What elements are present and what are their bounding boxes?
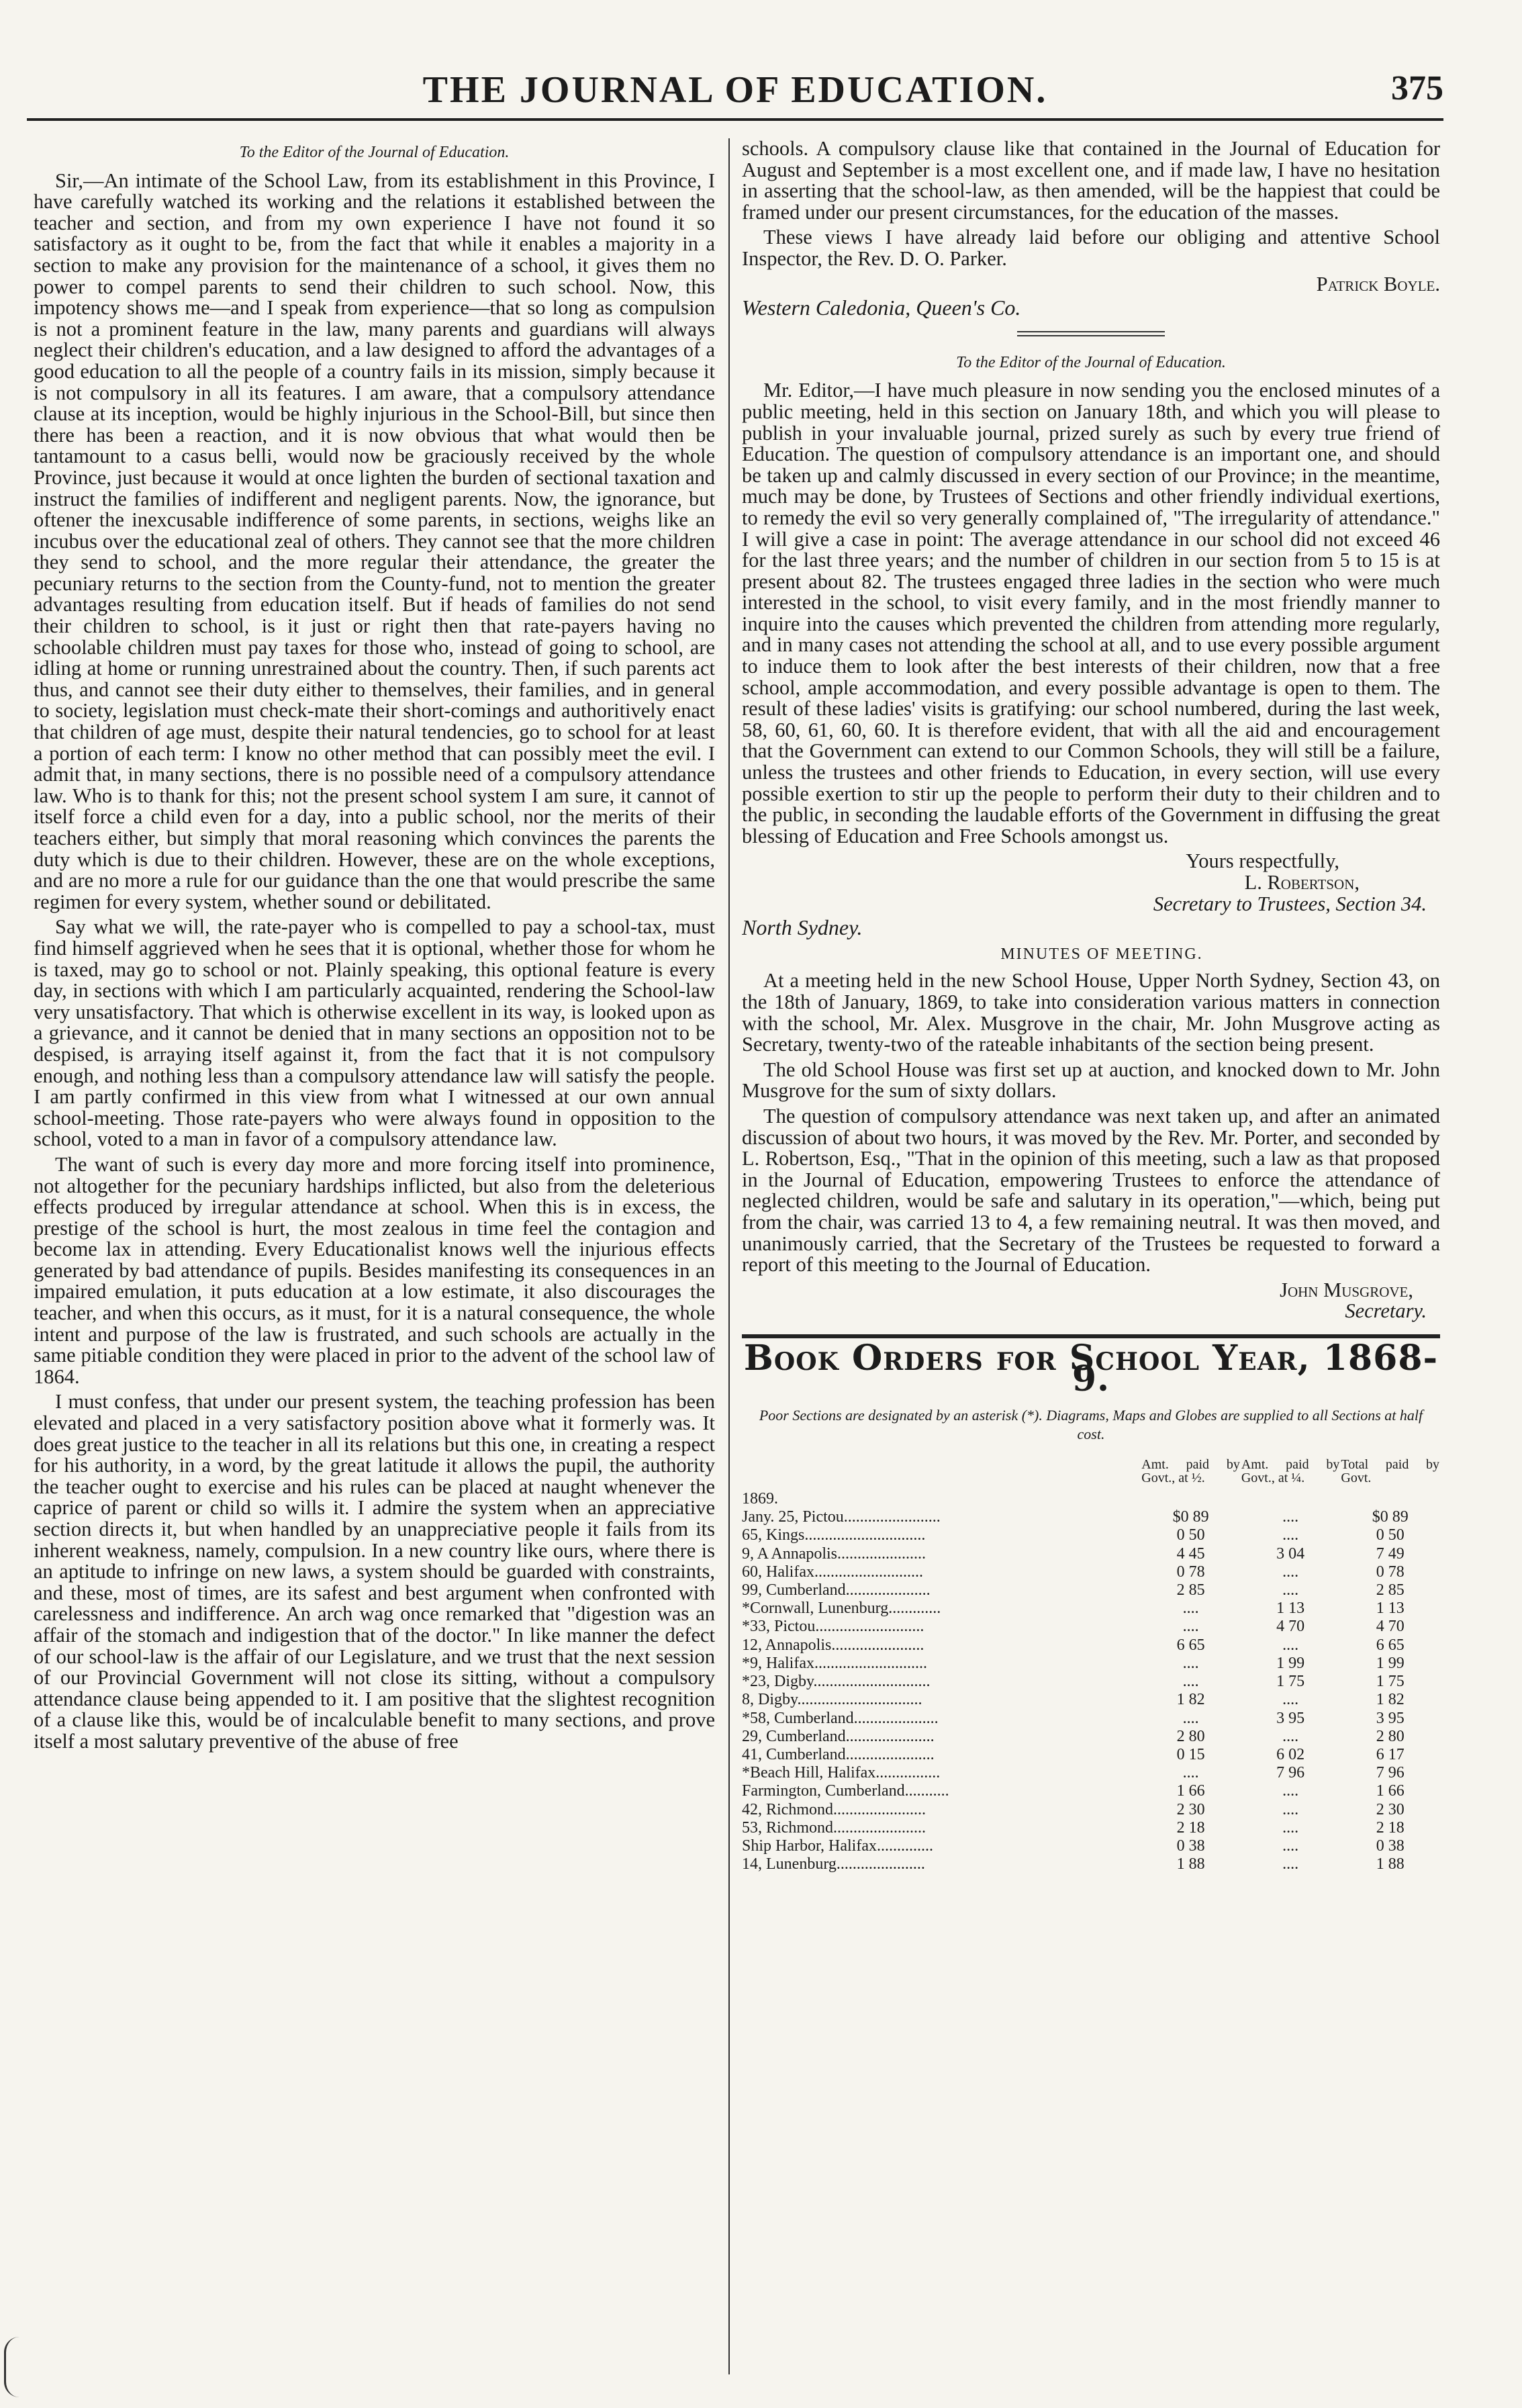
table-cell-amount: 1 88 [1376, 1855, 1405, 1873]
table-cell-amount: 7 96 [1376, 1764, 1405, 1782]
table-cell-amount: 0 50 [1376, 1526, 1405, 1544]
letter-location: North Sydney. [742, 915, 863, 940]
table-cell-section: *9, Halifax............................ [742, 1654, 927, 1672]
table-row [742, 1746, 1440, 1764]
table-cell-section: *Cornwall, Lunenburg............. [742, 1600, 941, 1618]
table-row [742, 1636, 1440, 1655]
table-cell-amount: .... [1282, 1508, 1299, 1526]
right-column [742, 138, 1440, 2381]
table-cell-section: *Beach Hill, Halifax................ [742, 1764, 941, 1782]
margin-mark [4, 2337, 19, 2397]
table-cell-amount: 4 70 [1376, 1618, 1405, 1636]
table-year: 1869. [742, 1490, 778, 1508]
table-cell-amount: .... [1282, 1691, 1299, 1709]
table-cell-section: 8, Digby............................... [742, 1691, 922, 1709]
letter-paragraph: I must confess, that under our present system, the teaching profession has been elevated and placed in a very satisfactory position above what it formerly was. It does great justice to the teacher in all its relations but this one, in creating a respect for his authority, in a word, by the great latitude it allows the pupil, the authority the teacher ought to exercise and his rules can be placed at naught whenever the caprice of parent or child so wills it. I admire the system when an appreciative section directs it, but when handled by an unappreciative people it fails from its inherent weakness, namely, compulsion. In a new country like ours, where there is an aptitude to infringe on new laws, a system should be guarded with constraints, and these, most of times, are its safest and best argument when confronted with carelessness and indifference. An arch wag once remarked that "digestion was an affair of the stomach and indigestion that of the doctor." In like manner the defect of our school-law is the affair of our Legislature, and we trust that the next session of our Provincial Government will not close its sitting, without a compulsory attendance clause being appended to it. I am positive that the slightest recognition of a clause like this, would be of incalculable benefit to many sections, and prove itself a most salutary preventive of the abuse of free [34, 1390, 715, 1753]
table-cell-amount: 7 49 [1376, 1544, 1405, 1563]
table-cell-amount: 0 78 [1376, 1563, 1405, 1581]
table-cell-amount: .... [1182, 1618, 1199, 1636]
letter-signature: L. Robertson, [1244, 871, 1360, 894]
table-row [742, 1819, 1440, 1837]
table-cell-amount: 2 85 [1376, 1581, 1405, 1600]
table-cell-amount: 1 66 [1176, 1782, 1205, 1800]
table-row [742, 1618, 1440, 1636]
table-cell-amount: 3 04 [1276, 1544, 1305, 1563]
letter-address: To the Editor of the Journal of Education. [956, 353, 1226, 371]
table-cell-amount: .... [1282, 1782, 1299, 1800]
letter-paragraph: Mr. Editor,—I have much pleasure in now sending you the enclosed minutes of a public meeting, held in this section on January 18th, and which you will please to publish in your invaluable journal, prized surely as such by every true friend of Education. The question of compulsory attendance is an important one, and should be taken up and calmly discussed in every section of our Province; in the meantime, much may be done, by Trustees of Sections and other friendly individual exertions, to remedy the evil so very generally complained of, "The irregularity of attendance." I will give a case in point: The average attendance in our school did not exceed 46 for the last three years; and the number of children in our section from 5 to 15 is at present about 82. The trustees engaged three ladies in the section who were much interested in the school, to visit every family, and in the most friendly manner to inquire into the causes which prevented the children from attending more regularly, and in many cases not attending the school at all, and to use every possible argument to induce them to look after the best interests of their children, now that a free school, ample accommodation, and every possible advantage is open to them. The result of these ladies' visits is gratifying: our school numbered, during the last week, 58, 60, 61, 60, 60. It is therefore evident, that with all the aid and encouragement that the Government can extend to our Common Schools, they will still be a failure, unless the trustees and other friends to Education, in every section, will use every possible exertion to stir up the people to perform their duty to their children and to the public, in seconding the laudable efforts of the Government in diffusing the great blessing of Education and Free Schools amongst us. [742, 379, 1440, 847]
table-cell-amount: 4 45 [1176, 1544, 1205, 1563]
table-row [742, 1728, 1440, 1746]
table-row [742, 1581, 1440, 1600]
table-cell-amount: 2 80 [1176, 1727, 1205, 1745]
table-cell-amount: 1 82 [1376, 1691, 1405, 1709]
table-cell-section: *23, Digby............................. [742, 1673, 931, 1691]
table-row [742, 1508, 1440, 1526]
table-cell-amount: 0 38 [1376, 1837, 1405, 1855]
minutes-heading: MINUTES OF MEETING. [1000, 945, 1203, 963]
left-column [34, 138, 715, 2381]
table-cell-amount: 1 75 [1276, 1673, 1305, 1691]
table-cell-amount: 2 30 [1376, 1800, 1405, 1818]
table-cell-section: Jany. 25, Pictou........................ [742, 1508, 941, 1526]
table-row [742, 1691, 1440, 1709]
book-orders-table [742, 1457, 1440, 1873]
table-cell-section: *58, Cumberland..................... [742, 1709, 939, 1727]
table-cell-amount: 6 65 [1176, 1636, 1205, 1654]
table-cell-amount: 0 38 [1176, 1837, 1205, 1855]
table-cell-section: 29, Cumberland...................... [742, 1727, 935, 1745]
letter-paragraph: The want of such is every day more and more forcing itself into prominence, not altogether for the pecuniary hardships inflicted, but also from the deleterious effects produced by irregular attendance at school. When this is in excess, the prestige of the school is hurt, the most zealous in time feel the contagion and become lax in attending. Every Educationalist knows well the injurious effects generated by bad attendance of pupils. Besides manifesting its consequences in an impaired emulation, it puts education at a low estimate, it also discourages the teacher, and when this occurs, as it must, for it is a natural consequence, the whole intent and purpose of the law is frustrated, and such schools are actually in the same pitiable condition they were placed in prior to the advent of the school law of 1864. [34, 1152, 715, 1388]
table-cell-amount: $0 89 [1372, 1508, 1409, 1526]
table-cell-amount: .... [1282, 1727, 1299, 1745]
table-cell-amount: 6 17 [1376, 1745, 1405, 1763]
letter-signature: Patrick Boyle. [1316, 272, 1440, 295]
table-cell-section: 53, Richmond....................... [742, 1818, 926, 1837]
table-cell-amount: 6 02 [1276, 1745, 1305, 1763]
table-cell-amount: 1 88 [1176, 1855, 1205, 1873]
letter-paragraph: schools. A compulsory clause like that contained in the Journal of Education for August and September is a most excellent one, and if made law, I have no hesitation in asserting that the school-law, as then amended, will be the happiest that could be framed under our present circumstances, for the education of the masses. [742, 138, 1440, 224]
table-cell-amount: .... [1282, 1800, 1299, 1818]
table-cell-amount: 6 65 [1376, 1636, 1405, 1654]
table-cell-section: 65, Kings.............................. [742, 1526, 926, 1544]
table-cell-section: 41, Cumberland...................... [742, 1745, 935, 1763]
table-cell-amount: .... [1282, 1563, 1299, 1581]
table-row [742, 1526, 1440, 1544]
table-cell-amount: .... [1182, 1764, 1199, 1782]
table-cell-amount: .... [1282, 1818, 1299, 1837]
table-cell-section: 9, A Annapolis...................... [742, 1544, 926, 1563]
table-cell-section: 12, Annapolis....................... [742, 1636, 924, 1654]
table-cell-amount: 0 15 [1176, 1745, 1205, 1763]
table-year-row [742, 1490, 1440, 1508]
table-cell-amount: $0 89 [1172, 1508, 1209, 1526]
table-header: Amt. paid by Govt., at ¼. [1241, 1457, 1340, 1486]
table-row [742, 1855, 1440, 1873]
table-row [742, 1801, 1440, 1819]
letter-address: To the Editor of the Journal of Education. [239, 144, 510, 161]
table-header-row [742, 1457, 1440, 1490]
letter-closing: Yours respectfully, [1186, 849, 1339, 873]
table-cell-section: *33, Pictou........................... [742, 1618, 924, 1636]
table-row [742, 1563, 1440, 1581]
table-cell-amount: 3 95 [1276, 1709, 1305, 1727]
table-cell-amount: .... [1182, 1654, 1199, 1672]
table-row [742, 1655, 1440, 1673]
table-row [742, 1764, 1440, 1782]
column-divider [728, 138, 730, 2374]
table-cell-amount: .... [1282, 1855, 1299, 1873]
table-cell-amount: 1 13 [1376, 1600, 1405, 1618]
page-number: 375 [1391, 69, 1443, 107]
table-cell-amount: 0 50 [1176, 1526, 1205, 1544]
minutes-signature: John Musgrove, [1280, 1278, 1413, 1301]
table-cell-amount: 2 18 [1176, 1818, 1205, 1837]
table-cell-section: 99, Cumberland..................... [742, 1581, 931, 1600]
letter-paragraph: Say what we will, the rate-payer who is compelled to pay a school-tax, must find himself aggrieved when he sees that it is optional, whether those for whom he is taxed, may go to school or not. Plainly speaking, this optional feature is every day, in sections with which I am particularly acquainted, rendering the School-law very unsatisfactory. That which is otherwise excellent in its way, is looked upon as a grievance, and it cannot be denied that in many sections an opposition not to be despised, is arraying itself against it, from the fact that it is not compulsory enough, and nothing less than a compulsory attendance law will satisfy the people. I am partly confirmed in this view from what I witnessed at our own annual school-meeting. Those rate-payers who were always found in opposition to the school, voted to a man in favor of a compulsory attendance law. [34, 915, 715, 1151]
table-row [742, 1837, 1440, 1855]
table-row [742, 1710, 1440, 1728]
table-cell-section: Farmington, Cumberland........... [742, 1782, 949, 1800]
table-cell-amount: 2 80 [1376, 1727, 1405, 1745]
table-cell-section: 42, Richmond....................... [742, 1800, 926, 1818]
table-cell-amount: 1 13 [1276, 1600, 1305, 1618]
table-cell-amount: 2 18 [1376, 1818, 1405, 1837]
table-cell-amount: .... [1182, 1709, 1199, 1727]
minutes-paragraph: The question of compulsory attendance was next taken up, and after an animated discussion of about two hours, it was moved by the Rev. Mr. Porter, and seconded by L. Robertson, Esq., "That in the opinion of this meeting, such a law as that proposed in the Journal of Education, empowering Trustees to enforce the attendance of neglected children, would be safe and salutary in its operation,"—which, being put from the chair, was carried 13 to 4, a few remaining neutral. It was then moved, and unanimously carried, that the Secretary of the Trustees be requested to forward a report of this meeting to the Journal of Education. [742, 1104, 1440, 1277]
letter-paragraph: Sir,—An intimate of the School Law, from its establishment in this Province, I have carefully watched its working and the relations it established between the teacher and section, and from my own experience I have not found it so satisfactory as it ought to be, from the fact that while it enables a majority in a section to make any provision for the maintenance of a school, it gives them no power to compel parents to send their children to such school. Now, this impotency shows me—and I speak from experience—that so long as compulsion is not a prominent feature in the law, many parents and guardians will always neglect their children's education, and a law designed to afford the advantages of a good education to all the people of a country fails in its mission, simply because it is not compulsory in all its features. I am aware, that a compulsory attendance clause at its inception, would be highly injurious in the School-Bill, but since then there has been a reaction, and it is now obvious that what would then be tantamount to a casus belli, would now be graciously received by the whole Province, just because it would at once lighten the burden of sectional taxation and instruct the families of indifferent and negligent parents. Now, the ignorance, but oftener the inexcusable indifference of some parents, in sections, weighs like an incubus over the educational zeal of others. They cannot see that the more children they send to school, and the more regular their attendance, the greater the pecuniary returns to the section from the County-fund, not to mention the greater advantages resulting from education itself. But if heads of families do not send their children to school, is it just or right then that rate-payers having no schoolable children must pay taxes for those who, instead of going to school, are idling at home or running unrestrained about the country. Then, if such parents act thus, and cannot see their duty either to themselves, their families, and in general to society, legislation must check-mate their short-comings and authoritively enact that children of age must, despite their natural tendencies, go to school for at least a portion of each term: I know no other method that can possibly meet the evil. I admit that, in many sections, there is no possible need of a compulsory attendance law. Who is to thank for this; not the present school system I am sure, it cannot of itself force a child even for a day, into a public school, nor the merits of their teachers either, but simply that moral reasoning which convinces the parents the duty which is due to their children. However, these are on the whole exceptions, and are no more a rule for our guidance than the one that would prescribe the same regimen for every system, whether sound or debilitated. [34, 169, 715, 913]
table-cell-amount: .... [1282, 1526, 1299, 1544]
minutes-signature-title: Secretary. [1345, 1299, 1427, 1323]
table-row [742, 1673, 1440, 1691]
table-header: Total paid by Govt. [1341, 1457, 1439, 1486]
page-header [27, 64, 1443, 121]
table-row [742, 1545, 1440, 1563]
letter-paragraph: These views I have already laid before our obliging and attentive School Inspector, the Rev. D. O. Parker. [742, 226, 1440, 270]
table-cell-amount: .... [1182, 1673, 1199, 1691]
journal-title: THE JOURNAL OF EDUCATION. [422, 69, 1048, 111]
minutes-paragraph: The old School House was first set up at auction, and knocked down to Mr. John Musgrove for the sum of sixty dollars. [742, 1058, 1440, 1103]
table-cell-amount: 3 95 [1376, 1709, 1405, 1727]
table-header: Amt. paid by Govt., at ½. [1141, 1457, 1240, 1486]
table-cell-amount: 1 66 [1376, 1782, 1405, 1800]
book-orders-title: Book Orders for School Year, 1868-9. [743, 1337, 1439, 1400]
table-cell-amount: 1 99 [1276, 1654, 1305, 1672]
book-orders-note: Poor Sections are designated by an asterisk (*). Diagrams, Maps and Globes are supplied to all Sections at half cost. [759, 1407, 1423, 1443]
table-cell-section: 14, Lunenburg...................... [742, 1855, 925, 1873]
table-cell-amount: 2 30 [1176, 1800, 1205, 1818]
table-cell-amount: 7 96 [1276, 1764, 1305, 1782]
table-cell-amount: 1 82 [1176, 1691, 1205, 1709]
minutes-paragraph: At a meeting held in the new School House, Upper North Sydney, Section 43, on the 18th of January, 1869, to take into consideration various matters in connection with the school, Mr. Alex. Musgrove in the chair, Mr. John Musgrove acting as Secretary, twenty-two of the rateable inhabitants of the section being present. [742, 969, 1440, 1056]
section-divider [1017, 331, 1165, 336]
table-cell-amount: 1 75 [1376, 1673, 1405, 1691]
table-cell-amount: .... [1282, 1581, 1299, 1600]
table-cell-amount: .... [1182, 1600, 1199, 1618]
table-cell-amount: 4 70 [1276, 1618, 1305, 1636]
table-row [742, 1600, 1440, 1618]
table-cell-section: Ship Harbor, Halifax.............. [742, 1837, 933, 1855]
table-row [742, 1782, 1440, 1800]
letter-location: Western Caledonia, Queen's Co. [742, 295, 1021, 320]
table-cell-amount: .... [1282, 1636, 1299, 1654]
table-cell-amount: 1 99 [1376, 1654, 1405, 1672]
letter-signature-title: Secretary to Trustees, Section 34. [1153, 892, 1427, 915]
table-cell-amount: 0 78 [1176, 1563, 1205, 1581]
table-cell-amount: 2 85 [1176, 1581, 1205, 1600]
table-cell-amount: .... [1282, 1837, 1299, 1855]
table-cell-section: 60, Halifax........................... [742, 1563, 923, 1581]
